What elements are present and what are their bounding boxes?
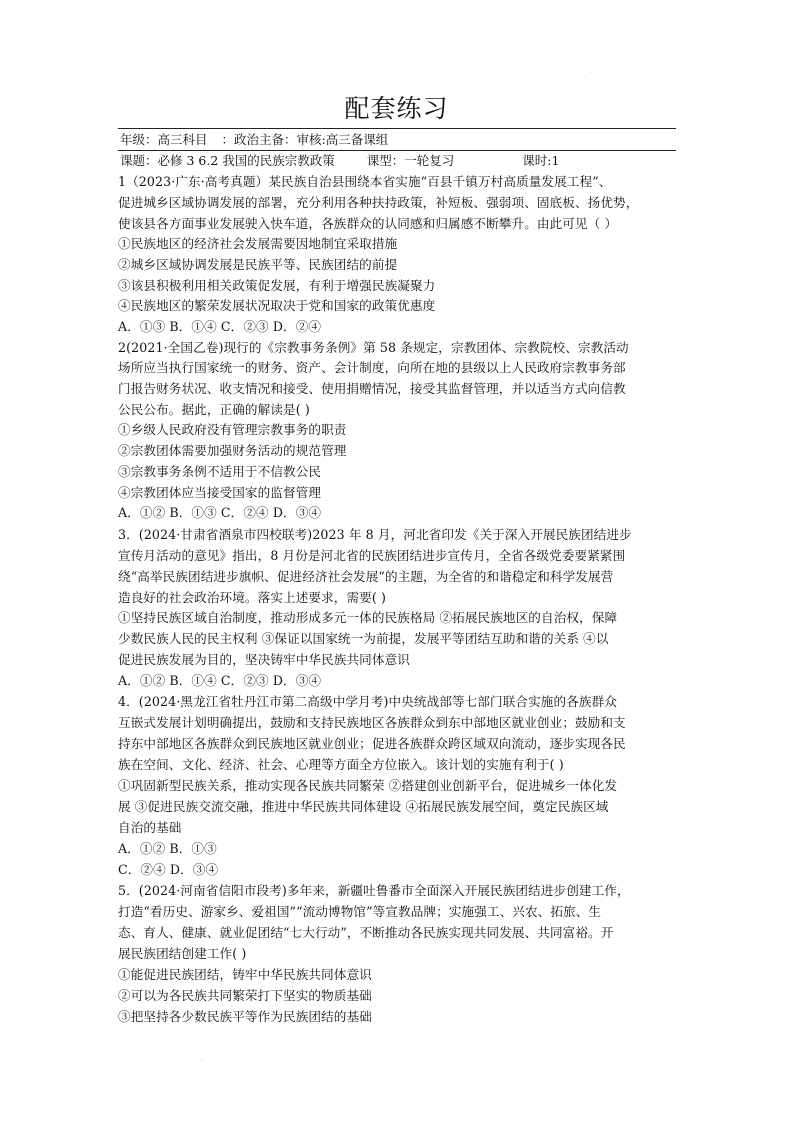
q3-stem-line: 造良好的社会政治环境。落实上述要求，需要( ) [118, 590, 387, 605]
q4-option-line: 展 ③促进民族交流交融，推进中华民族共同体建设 ④拓展民族发展空间，奠定民族区域 [118, 799, 609, 814]
q5-option: ③把坚持各少数民族平等作为民族团结的基础 [118, 1009, 372, 1024]
q3-stem-line: 宣传月活动的意见》指出，8 月份是河北省的民族团结进步宣传月，全省各级党委要紧紧围 [118, 548, 626, 563]
q3-option-line: 少数民族人民的民主权利 ③保证以国家统一为前提，发展平等团结互助和谐的关系 ④以 [118, 631, 609, 646]
q1-option: ①民族地区的经济社会发展需要因地制宜采取措施 [118, 236, 398, 251]
q1-stem-line: 促进城乡区域协调发展的部署，充分利用各种扶持政策，补短板、强弱项、固底板、扬优势， [118, 195, 639, 210]
q4-option-line: 自治的基础 [118, 820, 182, 835]
lesson-hours: 课时:1 [522, 153, 560, 168]
q2-stem-line: 2(2021·全国乙卷)现行的《宗教事务条例》第 58 条规定，宗教团体、宗教院校、宗教活动 [118, 340, 629, 355]
scan-speck: · [201, 1058, 203, 1065]
q3-choices: A．①② B．①④ C．②③ D．③④ [118, 673, 322, 688]
page-title: 配套练习 [344, 94, 449, 123]
grade-subject: 年级：高三科目 [120, 132, 208, 147]
q5-option: ①能促进民族团结，铸牢中华民族共同体意识 [118, 967, 372, 982]
q1-choices: A．①③ B．①④ C．②③ D．②④ [118, 319, 322, 334]
q4-choices: C．②④ D．③④ [118, 862, 219, 877]
q1-stem-line: 使该县各方面事业发展驶入快车道，各族群众的认同感和归属感不断攀升。由此可见（ ） [118, 216, 618, 231]
q4-stem-line: 互嵌式发展计划明确提出，鼓励和支持民族地区各族群众到东中部地区就业创业；鼓励和支 [118, 715, 626, 730]
q3-stem-line: 3．(2024·甘肃省酒泉市四校联考)2023 年 8 月，河北省印发《关于深入开展民族团结进步 [118, 527, 632, 542]
q4-stem-line: 4．(2024·黑龙江省牡丹江市第二高级中学月考)中央统战部等七部门联合实施的各族群众 [118, 694, 617, 709]
q1-option: ②城乡区域协调发展是民族平等、民族团结的前提 [118, 257, 398, 272]
lesson-type: 课型：一轮复习 [366, 153, 455, 168]
q2-option: ①乡级人民政府没有管理宗教事务的职责 [118, 422, 347, 437]
header-mid-rule [118, 150, 676, 151]
q2-option: ②宗教团体需要加强财务活动的规范管理 [118, 443, 347, 458]
q1-option: ④民族地区的繁荣发展状况取决于党和国家的政策优惠度 [118, 298, 436, 313]
q4-choices: A．①② B．①③ [118, 841, 217, 856]
q5-stem-line: 5．(2024·河南省信阳市段考)多年来，新疆吐鲁番市全面深入开展民族团结进步创建工作， [118, 883, 630, 898]
q3-stem-line: 绕“高举民族团结进步旗帜、促进经济社会发展”的主题，为全省的和谐稳定和科学发展营 [118, 569, 614, 584]
q4-option-line: ①巩固新型民族关系，推动实现各民族共同繁荣 ②搭建创业创新平台，促进城乡一体化发 [118, 778, 618, 793]
q2-stem-line: 门报告财务状况、收支情况和接受、使用捐赠情况，接受其监督管理，并以适当方式向信教 [118, 381, 626, 396]
q2-stem-line: 场所应当执行国家统一的财务、资产、会计制度，向所在地的县级以上人民政府宗教事务部 [118, 360, 626, 375]
lesson-topic: 课题：必修 3 6.2 我国的民族宗教政策 [120, 153, 335, 168]
q4-stem-line: 持东中部地区各族群众到民族地区就业创业；促进各族群众跨区域双向流动，逐步实现各民 [118, 736, 626, 751]
q1-option: ③该县积极利用相关政策促发展，有利于增强民族凝聚力 [118, 278, 436, 293]
header-row-1 [120, 131, 388, 149]
q2-stem-line: 公民公布。据此，正确的解读是( ) [118, 402, 310, 417]
q3-option-line: ①坚持民族区域自治制度，推动形成多元一体的民族格局 ②拓展民族地区的自治权，保障 [118, 610, 618, 625]
q5-stem-line: 态、育人、健康、就业促团结“七大行动”，不断推动各民族实现共同发展、共同富裕。开 [118, 925, 614, 940]
q3-option-line: 促进民族发展为目的，坚决铸牢中华民族共同体意识 [118, 652, 410, 667]
header-row-2 [120, 152, 559, 170]
q5-option: ②可以为各民族共同繁荣打下坚实的物质基础 [118, 988, 372, 1003]
q2-option: ④宗教团体应当接受国家的监督管理 [118, 485, 322, 500]
q2-choices: A．①② B．①③ C．②④ D．③④ [118, 505, 322, 520]
q1-stem-line: 1（2023·广东·高考真题）某民族自治县围绕本省实施“百县千镇万村高质量发展工程”、 [118, 174, 612, 189]
header-top-rule [118, 128, 676, 129]
authors: ：政治主备：审核:高三备课组 [221, 132, 389, 147]
q5-stem-line: 展民族团结创建工作( ) [118, 946, 247, 961]
scan-speck: · [591, 70, 593, 77]
q4-stem-line: 族在空间、文化、经济、社会、心理等方面全方位嵌入。该计划的实施有利于( ) [118, 757, 564, 772]
q2-option: ③宗教事务条例不适用于不信教公民 [118, 464, 322, 479]
q5-stem-line: 打造“看历史、游家乡、爱祖国”“流动博物馆”等宣教品牌；实施强工、兴农、拓旅、生 [118, 904, 602, 919]
